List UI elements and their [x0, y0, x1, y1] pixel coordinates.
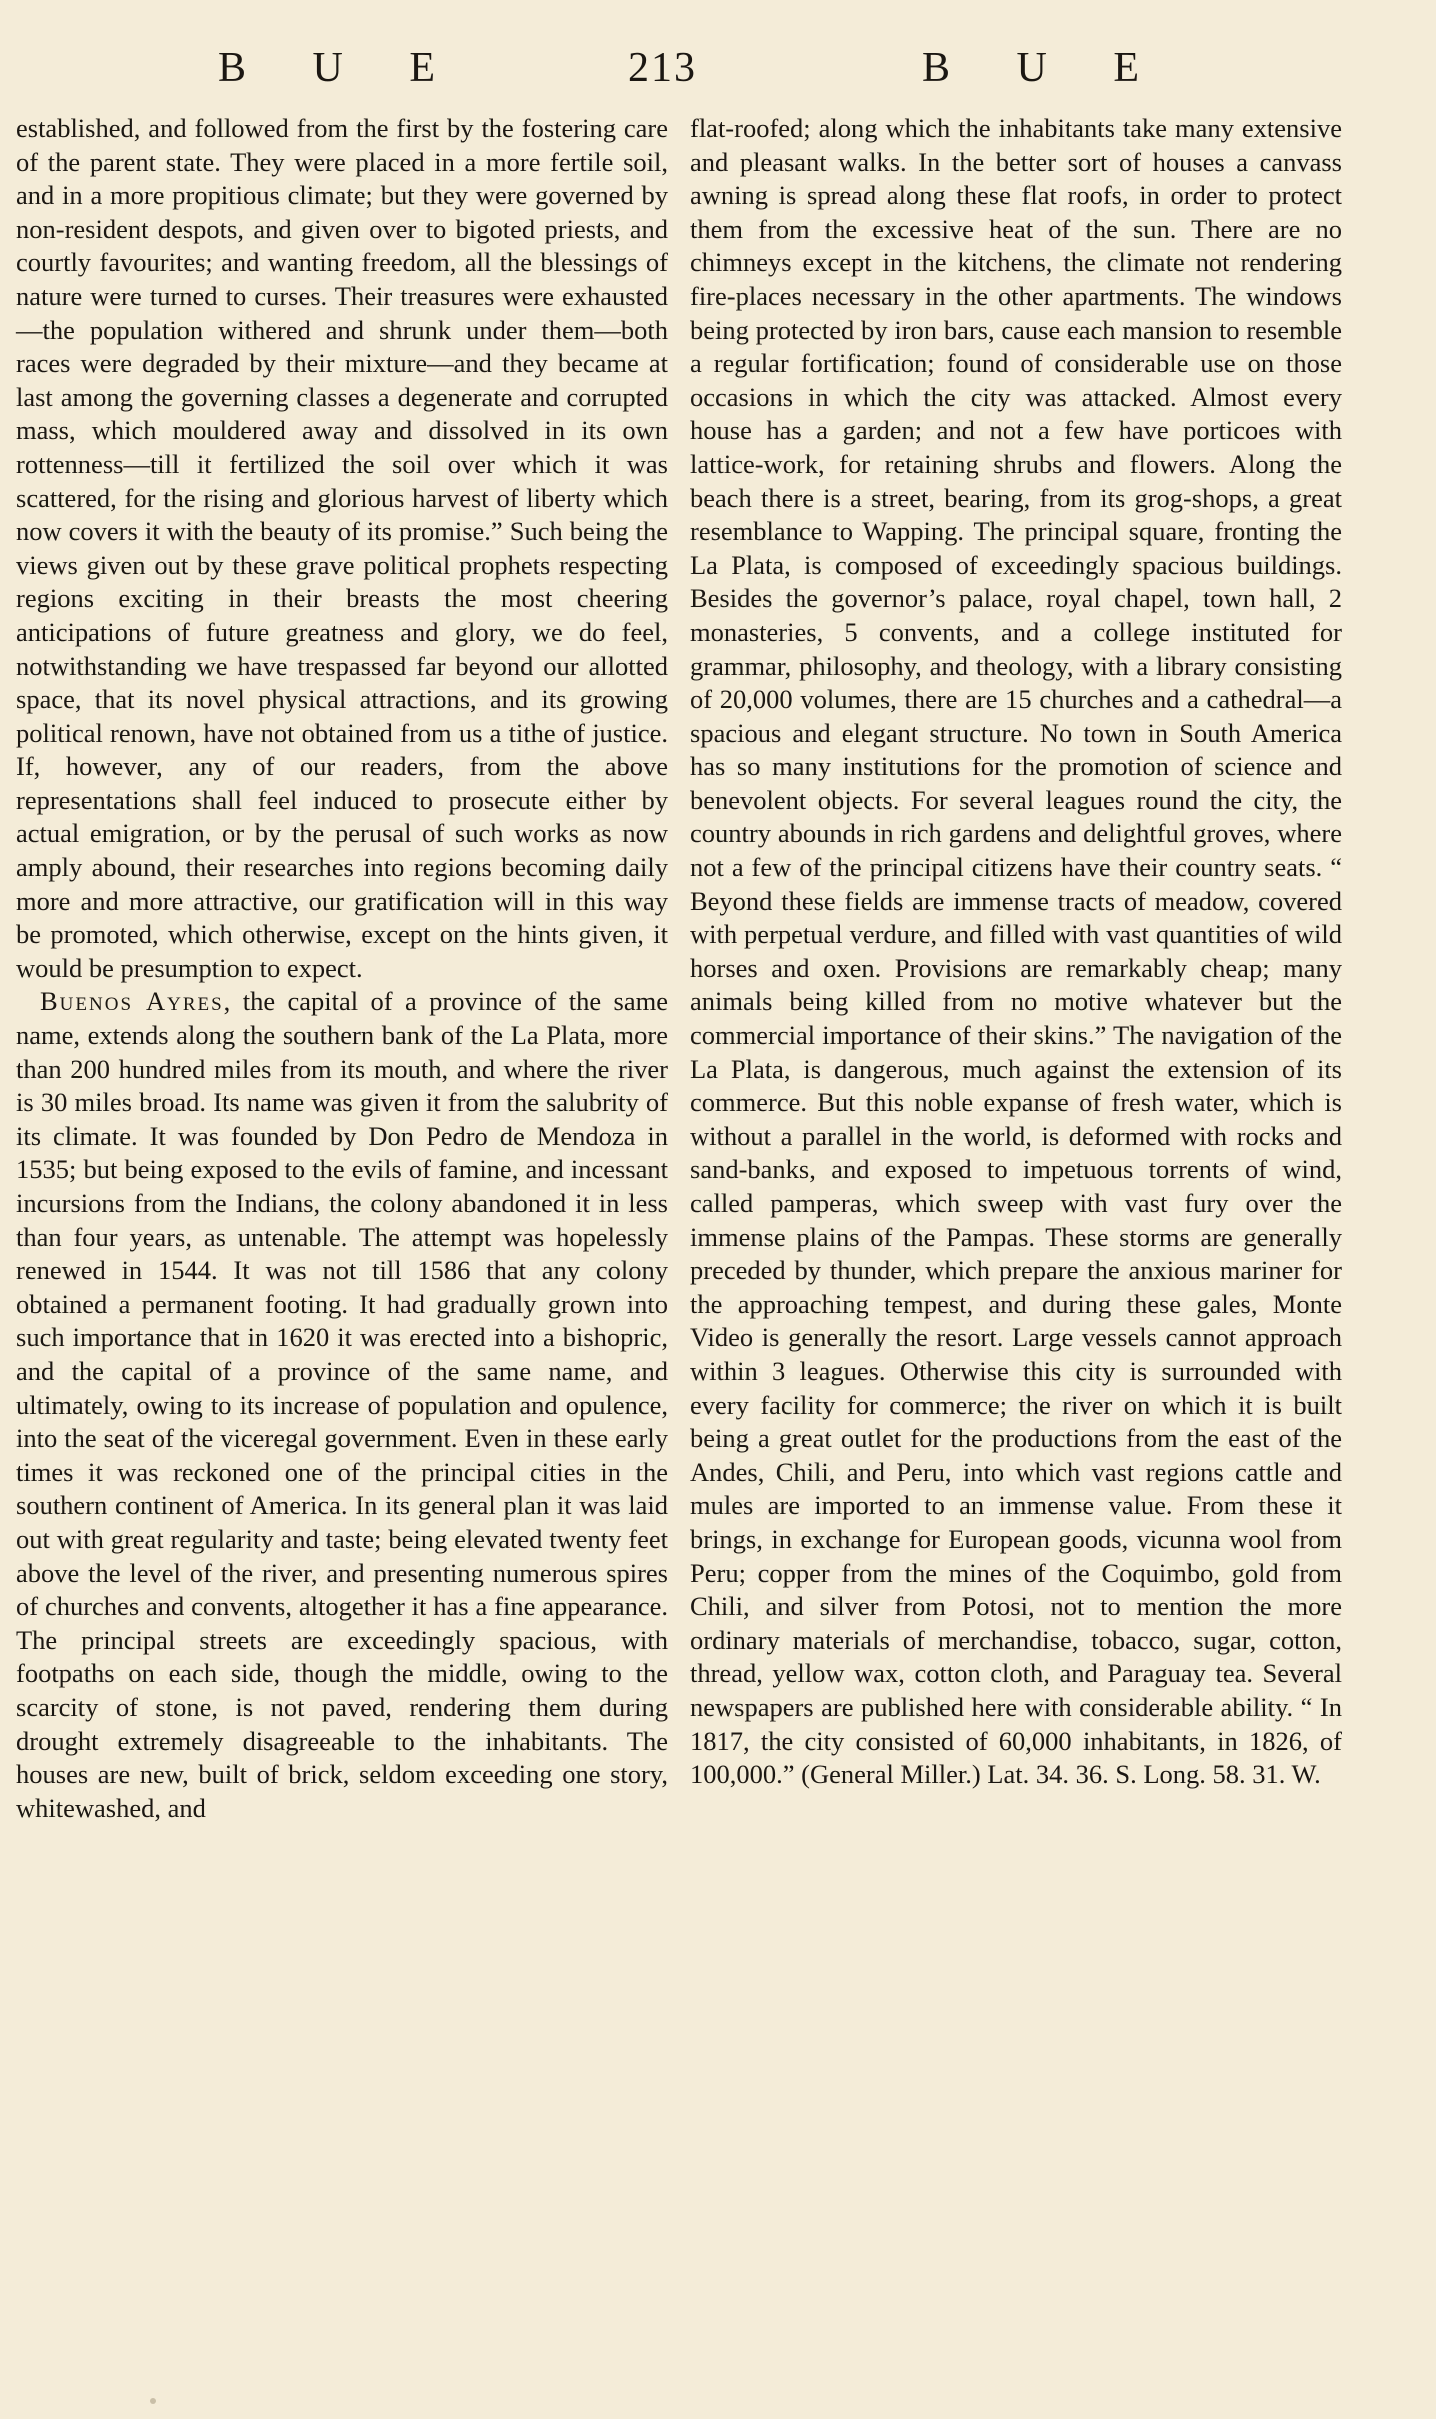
left-column	[16, 112, 668, 1825]
entry-body-text: , the capital of a province of the same name, extends along the southern bank of the La Plata, more than 200 hundred miles from its mouth, and where the river is 30 miles broad. Its name was given it from the salubrity of its climate. It was founded by Don Pedro de Mendoza in 1535; but being exposed to the evils of famine, and incessant incursions from the Indians, the colony abandoned it in less than four years, as untenable. The attempt was hopelessly renewed in 1544. It was not till 1586 that any colony obtained a permanent footing. It had gradually grown into such importance that in 1620 it was erected into a bishopric, and the capital of a province of the same name, and ultimately, owing to its increase of population and opulence, into the seat of the viceregal government. Even in these early times it was reckoned one of the principal cities in the southern continent of America. In its general plan it was laid out with great regularity and taste; being elevated twenty feet above the level of the river, and presenting numerous spires of churches and convents, altogether it has a fine appearance. The principal streets are exceedingly spacious, with footpaths on each side, though the middle, owing to the scarcity of stone, is not paved, rendering them during drought extremely disagreeable to the inhabitants. The houses are new, built of brick, seldom exceeding one story, whitewashed, and	[16, 986, 668, 1823]
entry-headword: Buenos Ayres	[40, 986, 224, 1017]
running-head-left-word: B U E	[218, 45, 445, 91]
running-head	[0, 44, 1436, 104]
running-head-right-word: B U E	[922, 45, 1149, 91]
paper-speck	[150, 2398, 156, 2404]
page-number: 213	[628, 45, 697, 91]
right-column-text: flat-roofed; along which the inhabitants take many extensive and pleasant walks. In the better sort of houses a canvass awning is spread along these flat roofs, in order to protect them from the excessive heat of the sun. There are no chimneys except in the kitchens, the climate not rendering fire-places necessary in the other apartments. The windows being protected by iron bars, cause each mansion to resemble a regular fortification; found of considerable use on those occasions in which the city was attacked. Almost every house has a garden; and not a few have porticoes with lattice-work, for retaining shrubs and flowers. Along the beach there is a street, bearing, from its grog-shops, a great resemblance to Wapping. The principal square, fronting the La Plata, is composed of exceedingly spacious buildings. Besides the governor’s palace, royal chapel, town hall, 2 monasteries, 5 convents, and a college instituted for grammar, philosophy, and theology, with a library consisting of 20,000 volumes, there are 15 churches and a cathedral—a spacious and elegant structure. No town in South America has so many institutions for the promotion of science and benevolent objects. For several leagues round the city, the country abounds in rich gardens and delightful groves, where not a few of the principal citizens have their country seats. “ Beyond these fields are immense tracts of meadow, covered with perpetual verdure, and filled with vast quantities of wild horses and oxen. Provisions are remarkably cheap; many animals being killed from no motive whatever but the commercial importance of their skins.” The navigation of the La Plata, is dangerous, much against the extension of its commerce. But this noble expanse of fresh water, which is without a parallel in the world, is deformed with rocks and sand-banks, and exposed to impetuous torrents of wind, called pamperas, which sweep with vast fury over the immense plains of the Pampas. These storms are generally preceded by thunder, which prepare the anxious mariner for the approaching tempest, and during these gales, Monte Video is generally the resort. Large vessels cannot approach within 3 leagues. Otherwise this city is surrounded with every facility for commerce; the river on which it is built being a great outlet for the productions from the east of the Andes, Chili, and Peru, into which vast regions cattle and mules are imported to an immense value. From these it brings, in exchange for European goods, vicunna wool from Peru; copper from the mines of the Coquimbo, gold from Chili, and silver from Potosi, not to mention the more ordinary materials of merchandise, tobacco, sugar, cotton, thread, yellow wax, cotton cloth, and Paraguay tea. Several newspapers are published here with considerable ability. “ In 1817, the city consisted of 60,000 inhabitants, in 1826, of 100,000.” (General Miller.) Lat. 34. 36. S. Long. 58. 31. W.	[690, 113, 1342, 1790]
entry-buenos-ayres	[16, 985, 668, 1825]
continued-paragraph: established, and followed from the first by the fostering care of the parent state. They were placed in a more fertile soil, and in a more propitious climate; but they were governed by non-resident despots, and given over to bigoted priests, and courtly favourites; and wanting freedom, all the blessings of nature were turned to curses. Their treasures were exhausted—the population withered and shrunk under them—both races were degraded by their mixture—and they became at last among the governing classes a degenerate and corrupted mass, which mouldered away and dissolved in its own rottenness—till it fertilized the soil over which it was scattered, for the rising and glorious harvest of liberty which now covers it with the beauty of its promise.” Such being the views given out by these grave political prophets respecting regions exciting in their breasts the most cheering anticipations of future greatness and glory, we do feel, notwithstanding we have trespassed far beyond our allotted space, that its novel physical attractions, and its growing political renown, have not obtained from us a tithe of justice. If, however, any of our readers, from the above representations shall feel induced to prosecute either by actual emigration, or by the perusal of such works as now amply abound, their researches into regions becoming daily more and more attractive, our gratification will in this way be promoted, which otherwise, except on the hints given, it would be presumption to expect.	[16, 113, 668, 983]
right-column	[690, 112, 1342, 1792]
